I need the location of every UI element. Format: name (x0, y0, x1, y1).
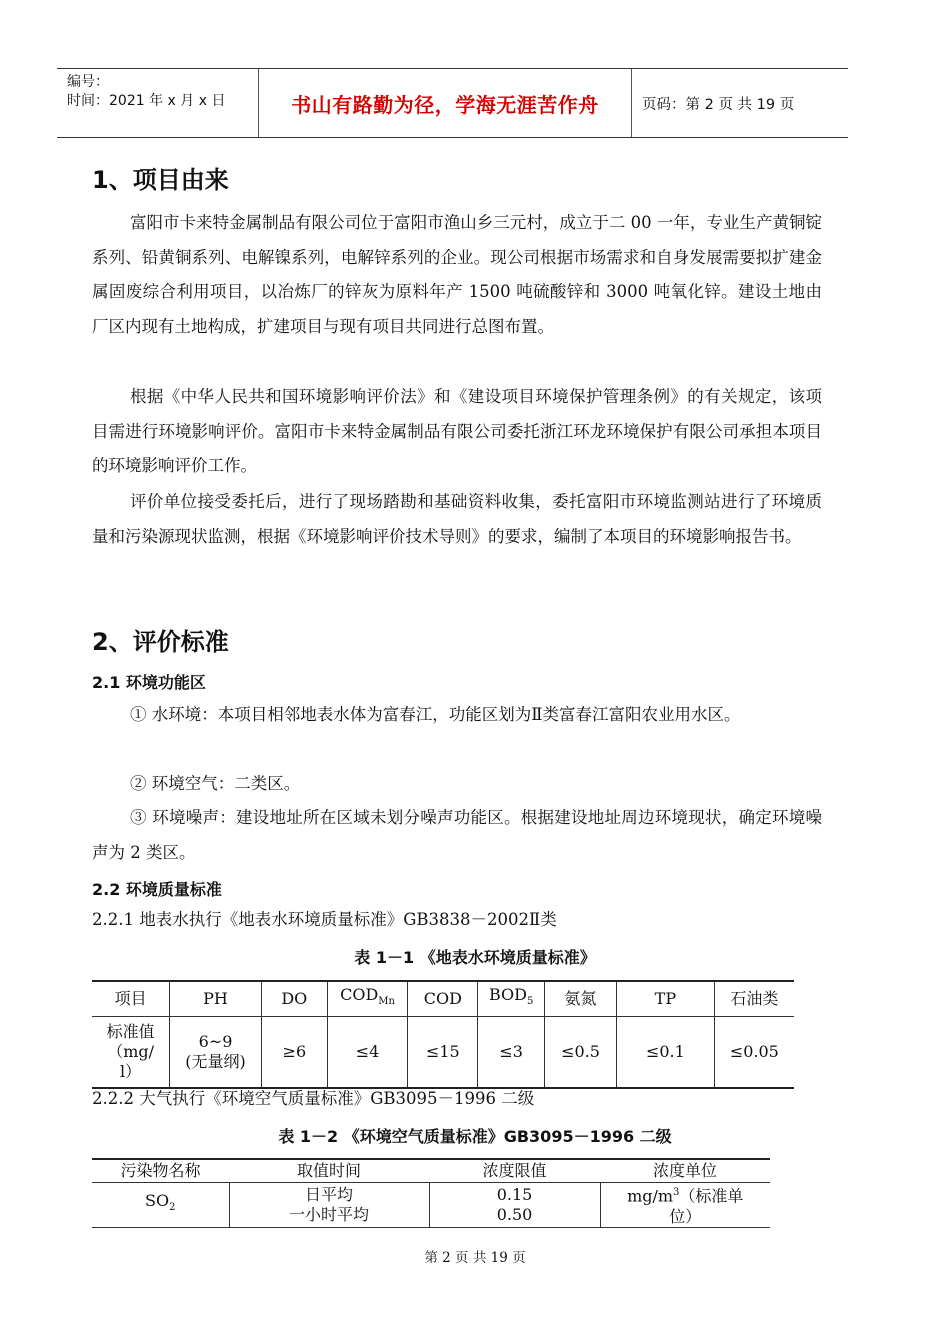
table-header-cell: COD (408, 981, 478, 1017)
header-meta (57, 69, 257, 137)
table-cell: ≥6 (261, 1017, 327, 1089)
table-header-cell: 项目 (92, 981, 170, 1017)
table-header-cell: 取值时间 (229, 1159, 429, 1183)
standard-line-surface-water: 2.2.1 地表水执行《地表水环境质量标准》GB3838－2002Ⅱ类 (92, 910, 557, 929)
header-divider (631, 69, 632, 137)
page-header (57, 68, 848, 138)
table-header-cell: TP (617, 981, 715, 1017)
table-cell-pollutant: $SO_2$ (92, 1183, 229, 1228)
table-header-row (92, 1159, 770, 1183)
table-header-cell: 污染物名称 (92, 1159, 229, 1183)
subsection-2-2-title: 2.2 环境质量标准 (92, 880, 222, 899)
table-row (92, 1017, 794, 1089)
table-1-caption: 表 1－1 《地表水环境质量标准》 (354, 948, 596, 967)
air-quality-standard-table (92, 1158, 770, 1228)
table-cell: ≤4 (327, 1017, 407, 1089)
list-item-water: ① 水环境：本项目相邻地表水体为富春江，功能区划为Ⅱ类富春江富阳农业用水区。 (130, 705, 741, 724)
section-1-paragraph-2: 根据《中华人民共和国环境影响评价法》和《建设项目环境保护管理条例》的有关规定，该项目需进行环境影响评价。富阳市卡来特金属制品有限公司委托浙江环龙环境保护有限公司承担本项目的环境影响评价工作。 (92, 387, 822, 476)
table-cell-times: 日平均 一小时平均 (229, 1183, 429, 1228)
table-cell: ≤0.5 (544, 1017, 616, 1089)
table-header-cell: 石油类 (714, 981, 794, 1017)
table-header-cell: DO (261, 981, 327, 1017)
table-cell: ≤0.1 (617, 1017, 715, 1089)
section-1-paragraph-1: 富阳市卡来特金属制品有限公司位于富阳市渔山乡三元村，成立于二 00 一年，专业生产黄铜锭系列、铅黄铜系列、电解镍系列，电解锌系列的企业。现公司根据市场需求和自身发展需要拟扩建金属固废综合利用项目，以冶炼厂的锌灰为原料年产 1500 吨硫酸锌和 3000 吨氧化锌。建设土地由厂区内现有土地构成，扩建项目与现有项目共同进行总图布置。 (92, 213, 822, 336)
table-header-cell: $COD_{Mn}$ (327, 981, 407, 1017)
table-header-row (92, 981, 794, 1017)
table-header-cell: 氨氮 (544, 981, 616, 1017)
document-time: 时间：2021 年 x 月 x 日 (67, 93, 226, 109)
page-footer: 第 2 页 共 19 页 (424, 1250, 526, 1266)
standard-line-air: 2.2.2 大气执行《环境空气质量标准》GB3095－1996 二级 (92, 1089, 535, 1108)
table-header-cell: 浓度单位 (600, 1159, 770, 1183)
list-item-noise: ③ 环境噪声：建设地址所在区域未划分噪声功能区。根据建设地址周边环境现状，确定环境噪声为 2 类区。 (92, 808, 822, 862)
table-header-cell: 浓度限值 (429, 1159, 600, 1183)
table-cell-limits: 0.15 0.50 (429, 1183, 600, 1228)
table-cell: ≤0.05 (714, 1017, 794, 1089)
table-2-caption: 表 1－2 《环境空气质量标准》GB3095－1996 二级 (278, 1127, 672, 1146)
surface-water-standard-table (92, 980, 794, 1089)
table-cell: ≤3 (478, 1017, 544, 1089)
section-1-title: 1、项目由来 (92, 166, 229, 194)
table-cell: ≤15 (408, 1017, 478, 1089)
table-cell-unit: $mg/m^3$（标准单 位） (600, 1183, 770, 1228)
document-number: 编号： (67, 74, 109, 90)
list-item-air: ② 环境空气：二类区。 (130, 774, 301, 793)
section-1-paragraph-3: 评价单位接受委托后，进行了现场踏勘和基础资料收集，委托富阳市环境监测站进行了环境质量和污染源现状监测，根据《环境影响评价技术导则》的要求，编制了本项目的环境影响报告书。 (92, 492, 822, 546)
subsection-2-1-title: 2.1 环境功能区 (92, 673, 206, 692)
section-2-title: 2、评价标准 (92, 628, 229, 656)
header-page-number: 页码：第 2 页 共 19 页 (642, 96, 795, 113)
table-cell-ph: 6~9 (无量纲) (170, 1017, 262, 1089)
header-motto: 书山有路勤为径，学海无涯苦作舟 (291, 92, 599, 117)
table-row-label: 标准值 （mg/ l） (92, 1017, 170, 1089)
table-header-cell: $BOD_5$ (478, 981, 544, 1017)
table-row (92, 1183, 770, 1228)
table-header-cell: PH (170, 981, 262, 1017)
